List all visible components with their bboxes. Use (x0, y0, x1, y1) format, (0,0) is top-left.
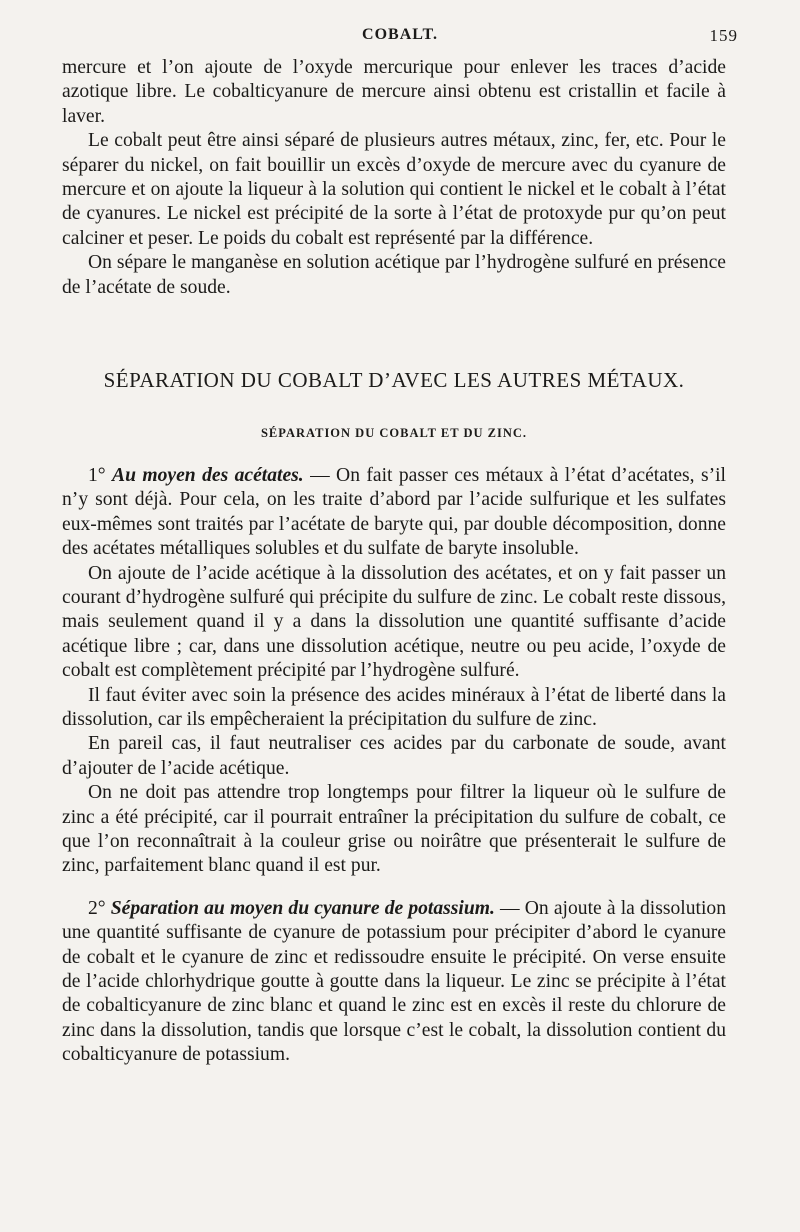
method-1-text: — On fait passer ces métaux à l’état d’acétates, s’il n’y sont déjà. Pour cela, on les traite d’abord par l’acide sulfurique et les sulfates eux-mêmes sont traités par l’acétate de baryte qui, par double décomposition, donne des acétates métalliques solubles et du sulfate de baryte insoluble. (62, 464, 726, 560)
paragraph: mercure et l’on ajoute de l’oxyde mercurique pour enlever les traces d’acide azotique libre. Le cobalticyanure de mercure ainsi obtenu est cristallin et facile à laver. (62, 57, 726, 127)
method-1-paragraph (62, 464, 726, 562)
paragraph: On ajoute de l’acide acétique à la dissolution des acétates, et on y fait passer un courant d’hydrogène sulfuré qui précipite du sulfure de zinc. Le cobalt reste dissous, mais seulement quand il y a dans la dissolution une quantité suffisante d’acide acétique libre ; car, dans une dissolution acétique, neutre ou peu acide, l’oxyde de cobalt est complètement précipité par l’hydrogène sulfuré. (62, 562, 726, 682)
paragraph: On sépare le manganèse en solution acétique par l’hydrogène sulfuré en présence de l’acétate de soude. (62, 252, 726, 298)
subsection-title: SÉPARATION DU COBALT ET DU ZINC. (260, 426, 528, 441)
paragraph: En pareil cas, il faut neutraliser ces acides par du carbonate de soude, avant d’ajouter de l’acide acétique. (62, 733, 726, 779)
paragraph: Le cobalt peut être ainsi séparé de plusieurs autres métaux, zinc, fer, etc. Pour le séparer du nickel, on fait bouillir un excès d’oxyde de mercure avec du cyanure de mercure et on ajoute la liqueur à la solution qui contient le nickel et le cobalt à l’état de cyanures. Le nickel est précipité de la sorte à l’état de protoxyde pur qu’on peut calciner et peser. Le poids du cobalt est représenté par la différence. (62, 130, 726, 249)
page-number: 159 (709, 26, 738, 45)
paragraph: On ne doit pas attendre trop longtemps pour filtrer la liqueur où le sulfure de zinc a été précipité, car il pourrait entraîner la précipitation du sulfure de cobalt, ce que l’on reconnaîtrait à la couleur grise ou noirâtre que présenterait le sulfure de zinc, parfaitement blanc quand il est pur. (62, 782, 726, 877)
running-title: COBALT. (362, 26, 438, 43)
section-title: SÉPARATION DU COBALT D’AVEC LES AUTRES MÉTAUX. (103, 368, 685, 393)
method-2-paragraph (62, 897, 726, 1068)
method-1-title: Au moyen des acétates. (112, 464, 304, 486)
method-2-title: Séparation au moyen du cyanure de potassium. (110, 897, 495, 919)
method-2-number: 2° (88, 897, 106, 919)
method-2-text: — On ajoute à la dissolution une quantité suffisante de cyanure de potassium pour précipiter d’abord le cyanure de cobalt et le cyanure de zinc et redissoudre ensuite le précipité. On verse ensuite de l’acide chlorhydrique goutte à goutte dans la liqueur. Le zinc se précipite à l’état de cobalticyanure de zinc blanc et quand le zinc est en excès il reste du chlorure de zinc dans la dissolution, tandis que lorsque c’est le cobalt, la dissolution contient du cobalticyanure de potassium. (62, 897, 726, 1066)
page-body (62, 56, 726, 1068)
running-head (62, 26, 738, 50)
paragraph: Il faut éviter avec soin la présence des acides minéraux à l’état de liberté dans la dissolution, car ils empêcheraient la précipitation du sulfure de zinc. (62, 684, 726, 730)
method-1-number: 1° (88, 464, 106, 486)
